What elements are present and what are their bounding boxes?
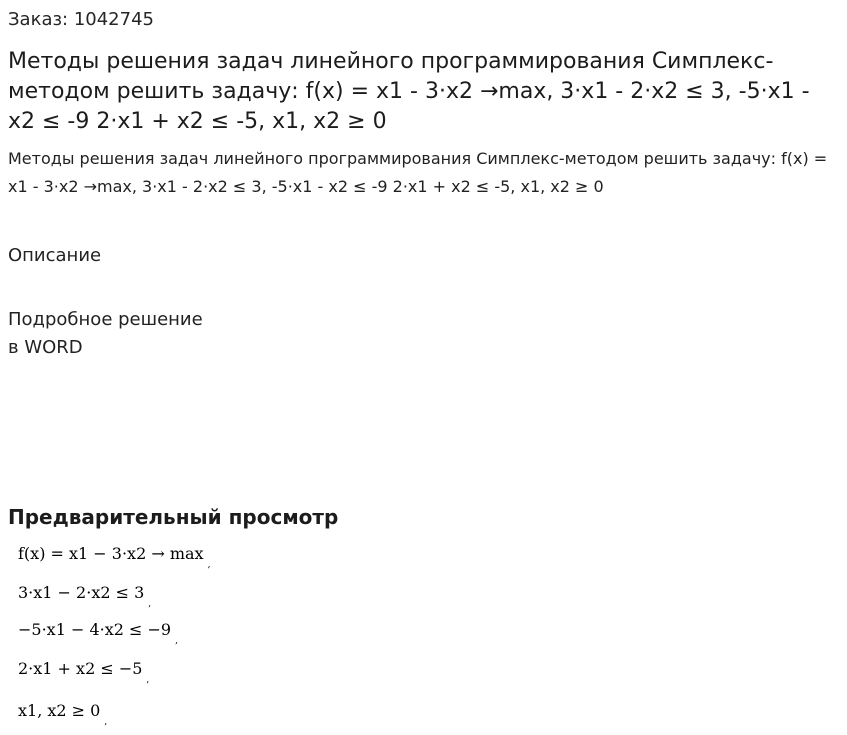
page-title: Методы решения задач линейного программирования Симплекс-методом решить задачу: f(x) = x1 - 3·x2 →max, 3·x1 - 2·x2 ≤ 3, -5·x1 - x2 ≤ -9 2·x1 + x2 ≤ -5, x1, x2 ≥ 0 [8, 49, 810, 134]
order-number: Заказ: 1042745 [8, 9, 154, 30]
detail-line-solution: Подробное решение [8, 309, 203, 330]
formula-constraint-1-text: 3·x1 − 2·x2 ≤ 3 [18, 583, 145, 602]
detail-info [8, 306, 203, 362]
formula-constraint-2: $-5\cdot x1 - 4\cdot x2 \le -9_,$ [18, 620, 178, 646]
description-text: Методы решения задач линейного программирования Симплекс-методом решить задачу: f(x) = x1 - 3·x2 →max, 3·x1 - 2·x2 ≤ 3, -5·x1 - x2 ≤ -9 2·x1 + x2 ≤ -5, x1, x2 ≥ 0 [8, 149, 828, 196]
formula-objective: $f(x) = x1 - 3\cdot x2 \to \max_,$ [18, 544, 211, 570]
description-heading: Описание [8, 245, 102, 266]
detail-line-format: в WORD [8, 337, 83, 358]
formula-objective-text: f(x) = x1 − 3·x2 → max [18, 544, 204, 563]
formula-constraint-3: $2\cdot x1 + x2 \le -5_,$ [18, 659, 150, 685]
formula-nonnegativity-text: x1, x2 ≥ 0 [18, 701, 101, 720]
formula-nonnegativity: x1, $x2 \ge 0_,$ [18, 701, 108, 727]
formula-constraint-3-text: 2·x1 + x2 ≤ −5 [18, 659, 143, 678]
formula-constraint-1: $3\cdot x1 - 2\cdot x2 \le 3_,$ [18, 583, 152, 609]
preview-heading: Предварительный просмотр [8, 505, 339, 529]
formula-constraint-2-text: −5·x1 − 4·x2 ≤ −9 [18, 620, 172, 639]
